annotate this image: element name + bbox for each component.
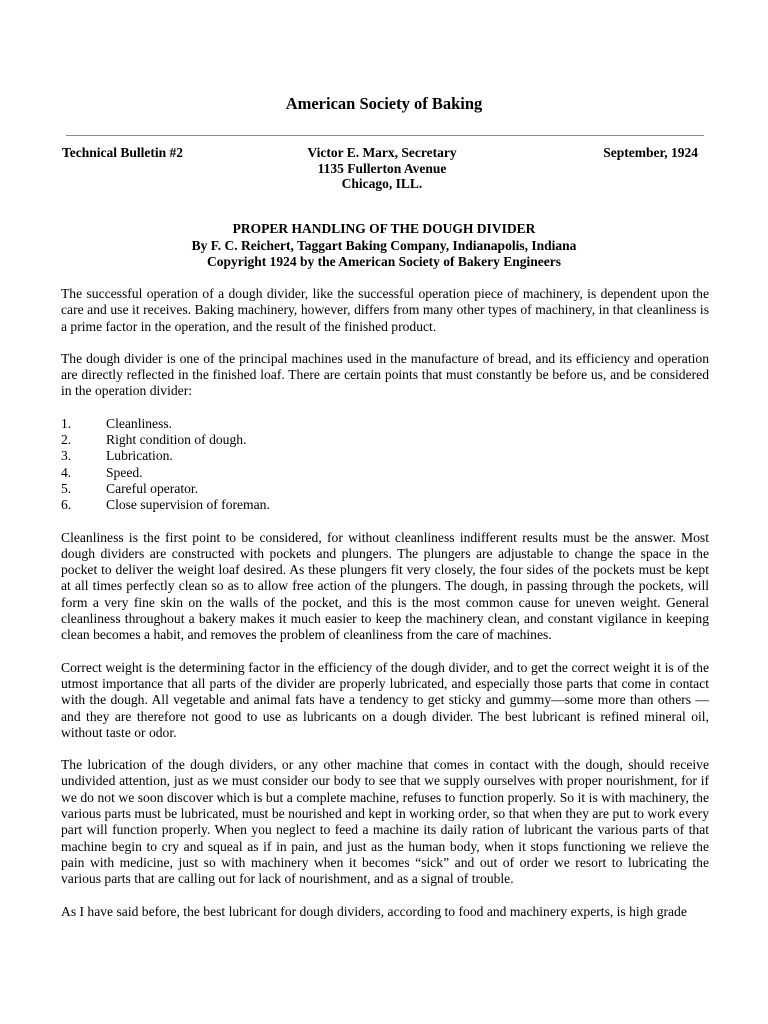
header-divider — [66, 135, 704, 136]
paragraph: The successful operation of a dough divider, like the successful operation piece of machinery, is dependent upon the care and use it receives. Baking machinery, however, differs from many other types of machinery, in that cleanliness is a prime factor in the operation, and the result of the finished product. — [61, 286, 709, 334]
secretary-name: Victor E. Marx, Secretary — [307, 145, 457, 160]
article-copyright: Copyright 1924 by the American Society of Bakery Engineers — [207, 254, 561, 269]
list-item — [61, 416, 709, 432]
secretary-address — [242, 145, 522, 192]
bulletin-date: September, 1924 — [603, 145, 698, 160]
list-item-text: Lubrication. — [106, 448, 173, 464]
paragraph: Correct weight is the determining factor in the efficiency of the dough divider, and to get the correct weight it is of the utmost importance that all parts of the divider are properly lubricated, and especially those parts that come in contact with the dough. All vegetable and animal fats have a tendency to get sticky and gummy—some more than others —and they are therefore not good to use as lubricants on a dough divider. The best lubricant is refined mineral oil, without taste or odor. — [61, 659, 709, 740]
bulletin-number: Technical Bulletin #2 — [62, 145, 184, 160]
paragraph: The dough divider is one of the principal machines used in the manufacture of bread, and its efficiency and operation are directly reflected in the finished loaf. There are certain points that must constantly be before us, and be considered in the operation divider: — [61, 350, 709, 399]
list-item — [61, 448, 709, 464]
list-item — [61, 497, 709, 513]
paragraph: The lubrication of the dough dividers, or any other machine that comes in contact with the dough, should receive undivided attention, just as we must consider our body to see that we supply ourselves with proper nourishment, for if we do not we soon discover which is but a complete machine, refuses to function properly. So it is with machinery, the various parts must be lubricated, must be nourished and kept in working order, so that when they are put to work every part will function properly. When you neglect to feed a machine its daily ration of lubricant the various parts of that machine begin to cry and squeal as if in pain, and just as the human body, when it stops functioning we relieve the pain with medicine, just so with machinery when it becomes “sick” and out of order we resort to lubricating the various parts that are calling out for lack of nourishment, and as a signal of trouble. — [61, 757, 709, 887]
secretary-street: 1135 Fullerton Avenue — [317, 160, 447, 176]
paragraph: Cleanliness is the first point to be considered, for without cleanliness indifferent results must be the answer. Most dough dividers are constructed with pockets and plungers. The plungers are adjustable to change the space in the pocket to deliver the weight loaf desired. As these plungers fit very closely, the four sides of the pockets must be kept at all times perfectly clean so as to allow free action of the plungers. The dough, in passing through the pockets, will form a very fine skin on the walls of the pocket, and this is the most common cause for uneven weight. General cleanliness throughout a bakery makes it much easier to keep the machinery clean, and constant vigilance in keeping clean becomes a habit, and removes the problem of cleanliness from the care of machines. — [61, 529, 709, 643]
article-body — [61, 286, 709, 936]
list-item-number: 4. — [61, 464, 72, 480]
list-item-number: 1. — [61, 415, 72, 431]
article-byline: By F. C. Reichert, Taggart Baking Company, Indianapolis, Indiana — [191, 237, 577, 253]
list-item-text: Careful operator. — [106, 480, 199, 496]
list-item-number: 6. — [61, 497, 72, 513]
secretary-city: Chicago, ILL. — [341, 176, 423, 191]
list-item — [61, 432, 709, 448]
list-item-number: 2. — [61, 432, 72, 448]
article-title: PROPER HANDLING OF THE DOUGH DIVIDER — [232, 221, 536, 236]
list-item-number: 3. — [61, 448, 72, 464]
list-item — [61, 481, 709, 497]
society-title: American Society of Baking — [285, 94, 483, 113]
list-item-text: Close supervision of foreman. — [106, 497, 270, 513]
list-item-text: Right condition of dough. — [106, 432, 247, 448]
paragraph: As I have said before, the best lubricant for dough dividers, according to food and machinery experts, is high grade — [61, 903, 687, 919]
points-list — [61, 416, 709, 514]
list-item — [61, 465, 709, 481]
list-item-number: 5. — [61, 480, 72, 496]
list-item-text: Cleanliness. — [106, 415, 173, 431]
article-heading — [0, 221, 768, 271]
list-item-text: Speed. — [106, 464, 143, 480]
